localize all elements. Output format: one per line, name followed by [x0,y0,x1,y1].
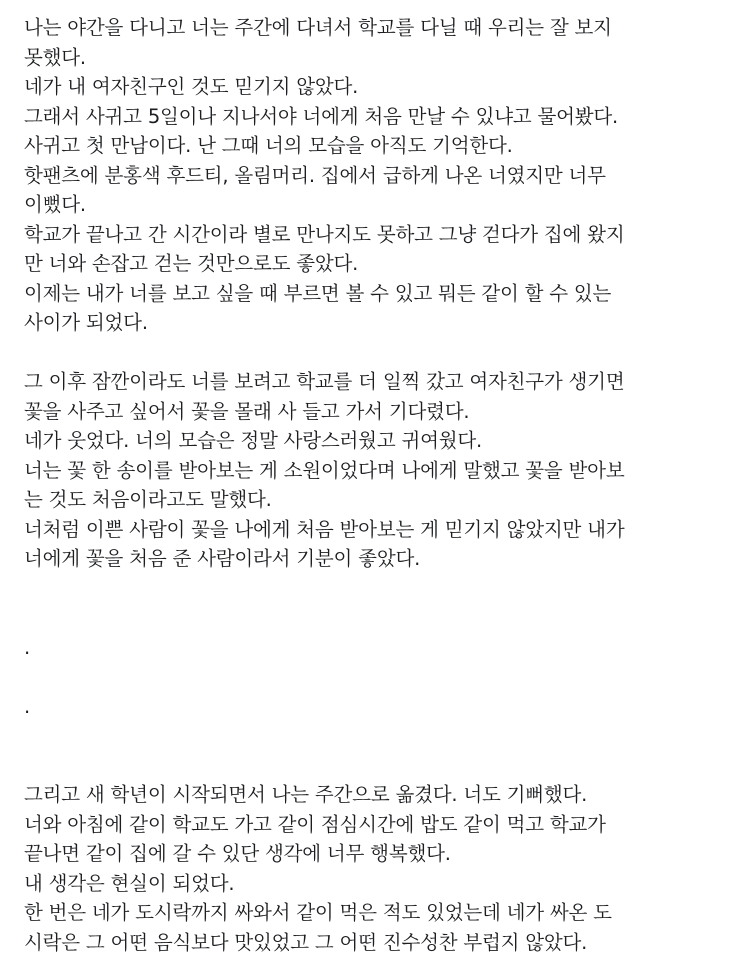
post-line: 만 너와 손잡고 걷는 것만으로도 좋았다. [24,252,359,275]
post-line: 너처럼 이쁜 사람이 꽃을 나에게 처음 받아보는 게 믿기지 않았지만 내가 [24,517,625,541]
post-line: 사이가 되었다. [24,311,148,334]
post-line: 한 번은 네가 도시락까지 싸와서 같이 먹은 적도 있었는데 네가 싸온 도 [24,901,612,924]
paragraph-break [24,721,724,751]
paragraph-break [24,751,724,781]
post-line: 그리고 새 학년이 시작되면서 나는 주간으로 옮겼다. 너도 기뻐했다. [24,783,588,806]
paragraph-break [24,338,724,368]
post-line: 네가 웃었다. 너의 모습은 정말 사랑스러웠고 귀여웠다. [24,429,483,452]
paragraph-break [24,603,724,633]
post-line: 이뻤다. [24,193,86,216]
paragraph-break [24,574,724,604]
paragraph-break [24,662,724,692]
post-line: 끝나면 같이 집에 갈 수 있단 생각에 너무 행복했다. [24,842,451,865]
post-line: 네가 내 여자친구인 것도 믿기지 않았다. [24,75,359,98]
ellipsis-dot: . [24,694,30,718]
post-line: 너는 꽃 한 송이를 받아보는 게 소원이었다며 나에게 말했고 꽃을 받아보 [24,458,625,482]
post-line: 그 이후 잠깐이라도 너를 보려고 학교를 더 일찍 갔고 여자친구가 생기면 [24,370,625,393]
post-line: 는 것도 처음이라고도 말했다. [24,488,272,511]
post-line: 사귀고 첫 만남이다. 난 그때 너의 모습을 아직도 기억한다. [24,134,513,157]
post-line: 학교가 끝나고 간 시간이라 별로 만나지도 못하고 그냥 걷다가 집에 왔지 [24,222,625,246]
ellipsis-dot: . [24,635,30,659]
post-line: 핫팬츠에 분홍색 후드티, 올림머리. 집에서 급하게 나온 너였지만 너무 [24,163,606,187]
post-body [24,13,724,957]
post-line: 너와 아침에 같이 학교도 가고 같이 점심시간에 밥도 같이 먹고 학교가 [24,812,606,836]
post-line: 못했다. [24,45,86,69]
post-line: 시락은 그 어떤 음식보다 맛있었고 그 어떤 진수성찬 부럽지 않았다. [24,930,588,954]
post-line: 그래서 사귀고 5일이나 지나서야 너에게 처음 만날 수 있냐고 물어봤다. [24,104,619,128]
post-line: 꽃을 사주고 싶어서 꽃을 몰래 사 들고 가서 기다렸다. [24,399,470,423]
post-line: 이제는 내가 너를 보고 싶을 때 부르면 볼 수 있고 뭐든 같이 할 수 있는 [24,281,612,305]
post-line: 내 생각은 현실이 되었다. [24,871,235,895]
post-line: 나는 야간을 다니고 너는 주간에 다녀서 학교를 다닐 때 우리는 잘 보지 [24,16,612,39]
post-line: 너에게 꽃을 처음 준 사람이라서 기분이 좋았다. [24,547,421,570]
